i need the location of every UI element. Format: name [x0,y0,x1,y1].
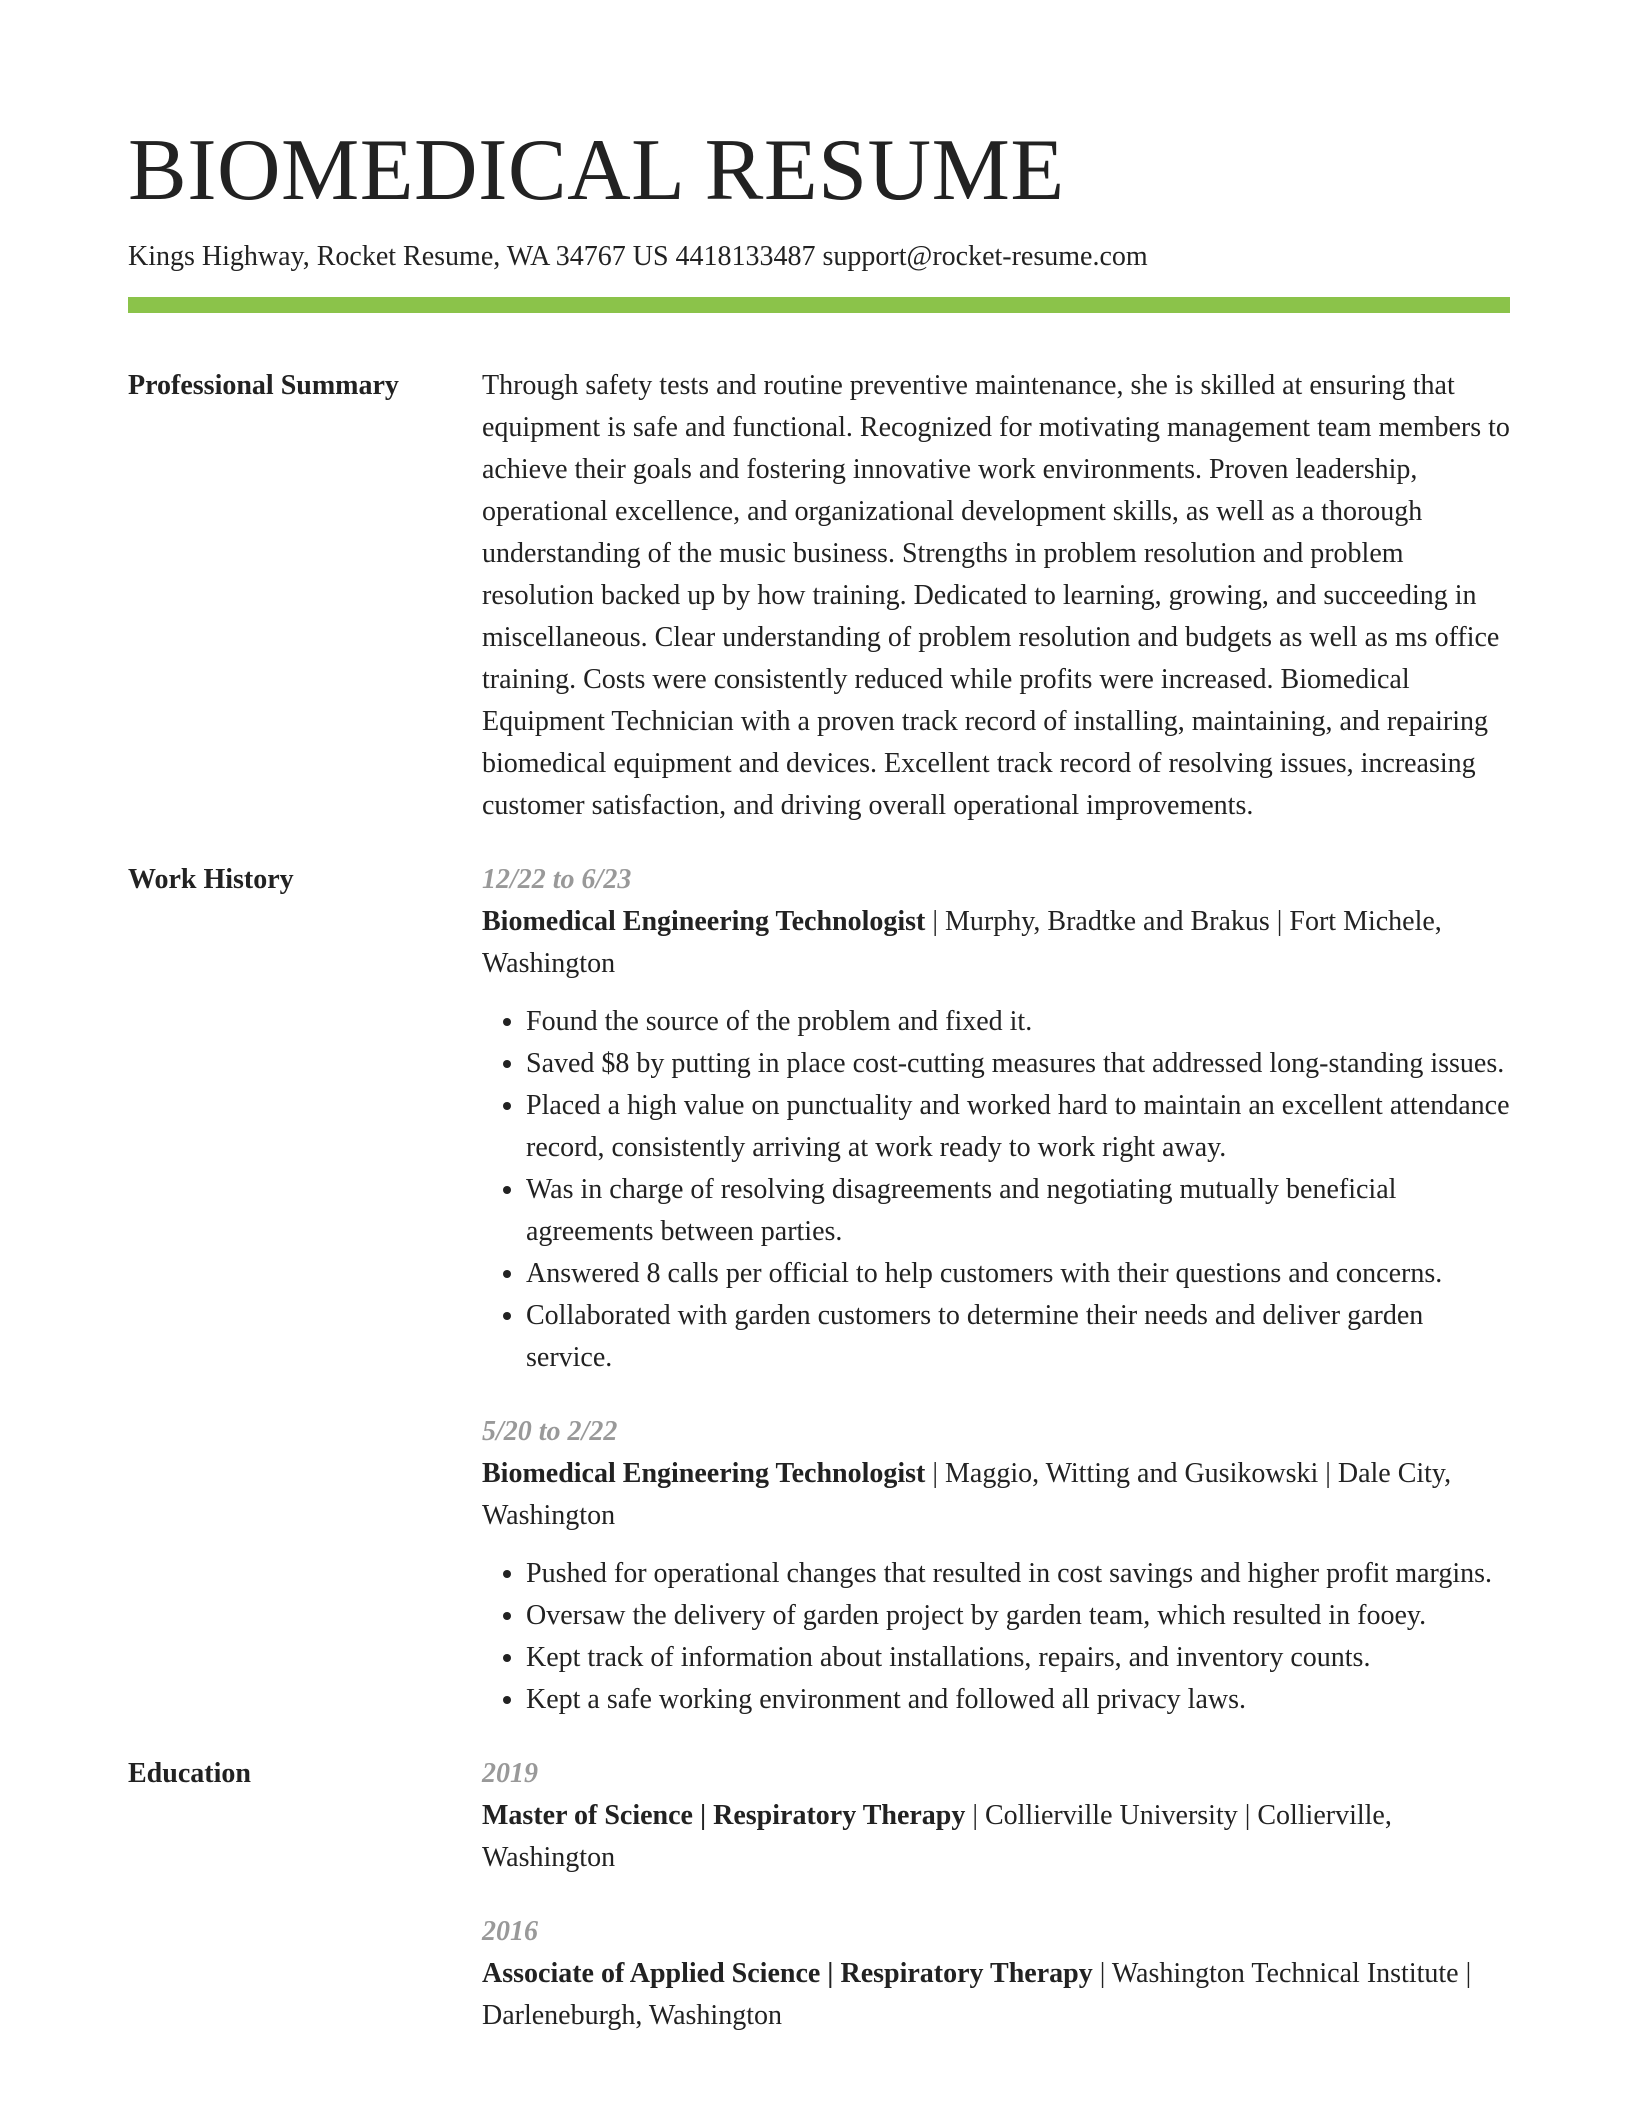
education-heading [482,1953,1510,2037]
summary-section [128,365,1510,859]
job-dates: 5/20 to 2/22 [482,1416,618,1447]
accent-divider [128,297,1510,313]
duty-item: • Saved $8 by putting in place cost-cutting measures that addressed long-standing issues. [526,1043,1510,1085]
resume-sections [128,365,1510,2069]
duty-item: • Oversaw the delivery of garden project by garden team, which resulted in fooey. [526,1595,1510,1637]
summary-text: Through safety tests and routine preventive maintenance, she is skilled at ensuring that equipment is safe and functional. Recognized for motivating management team members to achieve their goals and fostering innovative work environments. Proven leadership, operational excellence, and organizational development skills, as well as a thorough understanding of the music business. Strengths in problem resolution and problem resolution backed up by how training. Dedicated to learning, growing, and succeeding in miscellaneous. Clear understanding of problem resolution and budgets as well as ms office training. Costs were consistently reduced while profits were increased. Biomedical Equipment Technician with a proven track record of installing, maintaining, and repairing biomedical equipment and devices. Excellent track record of resolving issues, increasing customer satisfaction, and driving overall operational improvements. [482,370,1510,821]
job-dates: 12/22 to 6/23 [482,864,632,895]
duty-item: • Kept track of information about installations, repairs, and inventory counts. [526,1637,1510,1679]
job-employer-location: | Murphy, Bradtke and Brakus | Fort Michele, Washington [482,906,1442,979]
degree-title: Associate of Applied Science | Respiratory Therapy [482,1958,1093,1989]
job-duties [482,1553,1510,1721]
job-heading [482,1453,1510,1537]
summary-body [482,365,1510,859]
school-location: | Washington Technical Institute | Darleneburgh, Washington [482,1958,1472,2031]
duty-item: • Collaborated with garden customers to determine their needs and deliver garden service. [526,1295,1510,1379]
school-location: | Collierville University | Collierville, Washington [482,1800,1392,1873]
duty-item: • Pushed for operational changes that resulted in cost savings and higher profit margins. [526,1553,1510,1595]
education-year: 2016 [482,1916,538,1947]
duty-item: • Was in charge of resolving disagreements and negotiating mutually beneficial agreements between parties. [526,1169,1510,1253]
job-title: Biomedical Engineering Technologist [482,1458,926,1489]
job-entry [482,1411,1510,1721]
job-entry [482,859,1510,1379]
job-heading [482,901,1510,985]
job-title: Biomedical Engineering Technologist [482,906,926,937]
job-duties [482,1001,1510,1379]
degree-title: Master of Science | Respiratory Therapy [482,1800,966,1831]
education-year: 2019 [482,1758,538,1789]
section-heading-summary: Professional Summary [128,370,399,401]
education-heading [482,1795,1510,1879]
duty-item: • Kept a safe working environment and followed all privacy laws. [526,1679,1510,1721]
duty-item: • Placed a high value on punctuality and worked hard to maintain an excellent attendance record, consistently arriving at work ready to work right away. [526,1085,1510,1169]
education-body [482,1753,1510,2069]
job-employer-location: | Maggio, Witting and Gusikowski | Dale City, Washington [482,1458,1452,1531]
section-heading-education: Education [128,1758,251,1789]
duty-item: • Found the source of the problem and fixed it. [526,1001,1510,1043]
education-entry [482,1753,1510,1879]
work-history-body [482,859,1510,1753]
resume-title: BIOMEDICAL RESUME [128,122,1065,219]
education-entry [482,1911,1510,2037]
section-heading-work: Work History [128,864,294,895]
resume-page [128,0,1510,2069]
duty-item: • Answered 8 calls per official to help customers with their questions and concerns. [526,1253,1510,1295]
education-section [128,1753,1510,2069]
contact-line: Kings Highway, Rocket Resume, WA 34767 US 4418133487 support@rocket-resume.com [128,241,1148,272]
work-history-section [128,859,1510,1753]
